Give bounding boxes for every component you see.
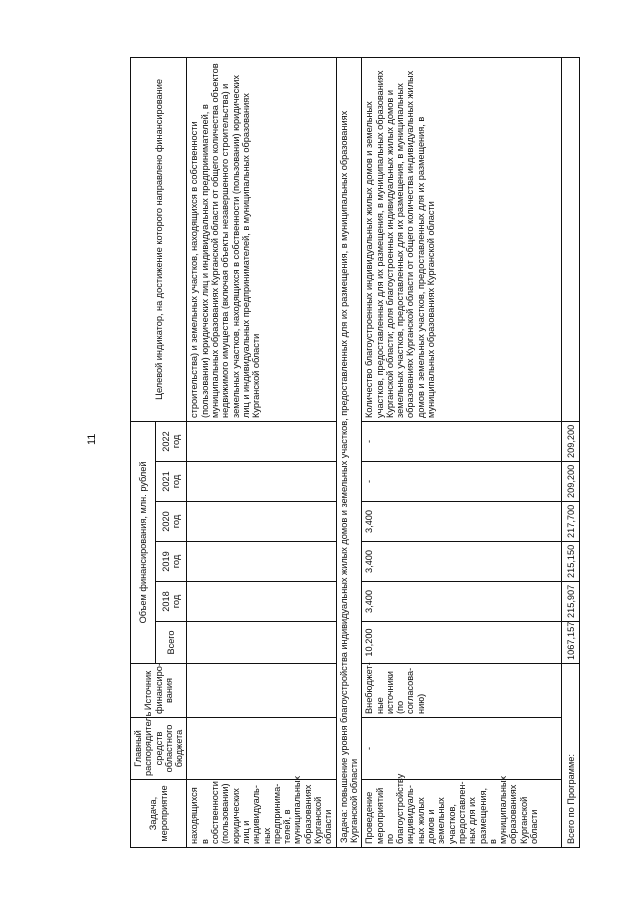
- main-year-2018: 3,400: [362, 582, 562, 622]
- cont-manager-cell: [187, 718, 336, 780]
- total-row: [562, 57, 580, 847]
- table-row: [362, 57, 562, 847]
- total-total-cell: 1067,157: [562, 622, 580, 664]
- total-year-2022: 209,200: [562, 421, 580, 461]
- rotated-table-container: [130, 58, 576, 848]
- cont-task-cell: находящихся в собственности (пользовании) юридических лиц и индивидуаль-ных предпринима-телей, в муниципальных образованиях Курганской области: [187, 780, 336, 848]
- header-year-2018: 2018 год: [155, 582, 187, 622]
- main-year-2019: 3,400: [362, 542, 562, 582]
- header-year-2019: 2019 год: [155, 542, 187, 582]
- cont-total-cell: [187, 622, 336, 664]
- cont-year-cell: [187, 542, 336, 582]
- main-indicator-cell: Количество благоустроенных индивидуальных жилых домов и земельных участков, предоставленных для их размещения, в муниципальных образованиях Курганской области; доля благоустроенных индивидуальных жилых домов и земельных участков, предоставленных для их размещения, в муниципальных образованиях Курганской области от общего количества индивидуальных жилых домов и земельных участков, предоставленных для их размещения, в муниципальных образованиях Курганской области: [362, 57, 562, 421]
- cont-year-cell: [187, 462, 336, 502]
- main-total-cell: 10,200: [362, 622, 562, 664]
- header-year-2022: 2022 год: [155, 421, 187, 461]
- header-task: Задача, мероприятие: [131, 780, 187, 848]
- header-indicator: Целевой индикатор, на достижение которого направлено финансирование: [131, 57, 187, 421]
- table-row: [187, 57, 336, 847]
- header-source: Источник финансиро-вания: [131, 664, 187, 718]
- header-year-2021: 2021 год: [155, 462, 187, 502]
- header-total: Всего: [155, 622, 187, 664]
- main-year-2021: -: [362, 462, 562, 502]
- main-year-2022: -: [362, 421, 562, 461]
- cont-year-cell: [187, 421, 336, 461]
- main-source-cell: Внебюджет-ные источники (по согласова-нию): [362, 664, 562, 718]
- cont-source-cell: [187, 664, 336, 718]
- main-manager-cell: -: [362, 718, 562, 780]
- total-indicator-cell: [562, 57, 580, 421]
- main-year-2020: 3,400: [362, 502, 562, 542]
- main-task-cell: Проведение мероприятий по благоустройству индивидуаль-ных жилых домов и земельных участков, предоставлен-ных для их размещения, в муниципальных образованиях Курганской области: [362, 780, 562, 848]
- page-number: 11: [86, 433, 98, 445]
- cont-indicator-cell: строительства) и земельных участков, находящихся в собственности (пользовании) юридических лиц и индивидуальных предпринимателей, в муниципальных образованиях Курганской области от общего количества объектов недвижимого имущества (включая объекты незавершенного строительства) и земельных участков, находящихся в собственности (пользовании) юридических лиц и индивидуальных предпринимателей, в муниципальных образованиях Курганской области: [187, 57, 336, 421]
- header-manager: Главный распорядитель средств областного бюджета: [131, 718, 187, 780]
- total-year-2021: 209,200: [562, 462, 580, 502]
- header-volume: Объем финансирования, млн. рублей: [131, 421, 156, 663]
- total-year-2020: 217,700: [562, 502, 580, 542]
- financing-table: [130, 57, 580, 848]
- total-year-2019: 215,150: [562, 542, 580, 582]
- cont-year-cell: [187, 502, 336, 542]
- total-label: Всего по Программе:: [562, 664, 580, 848]
- header-year-2020: 2020 год: [155, 502, 187, 542]
- total-year-2018: 215,907: [562, 582, 580, 622]
- task-heading: Задача: повышение уровня благоустройства индивидуальных жилых домов и земельных участков, предоставленных для их размещения, в муниципальных образованиях Курганской области: [336, 57, 362, 847]
- cont-year-cell: [187, 582, 336, 622]
